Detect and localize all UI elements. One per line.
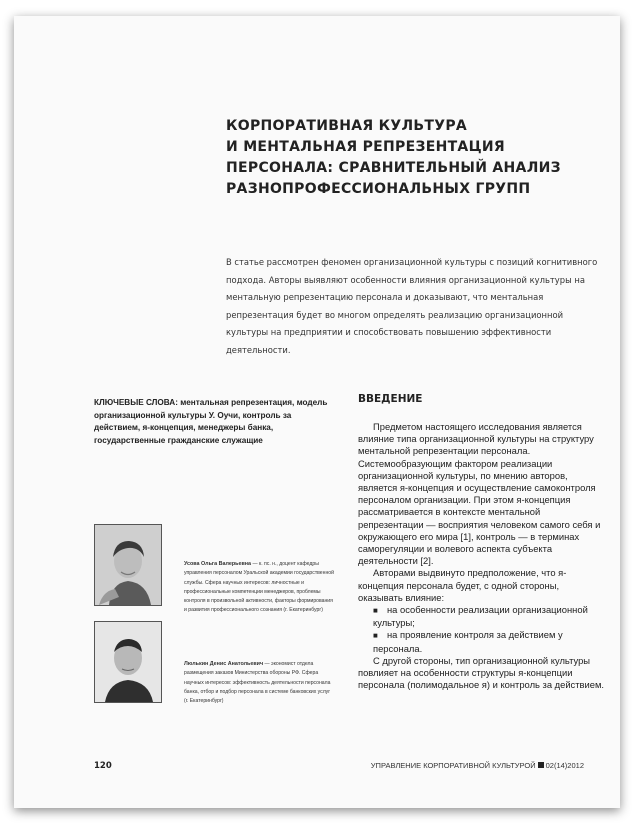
journal-page xyxy=(14,16,620,808)
bullet-text: на особенности реализации организационной культуры; xyxy=(373,604,588,629)
abstract: В статье рассмотрен феномен организационной культуры с позиций когнитивного подхода. Авторы выявляют особенности влияния организационной культуры на ментальную репрезентацию персонала и доказывают, что ментальная репрезентация будет во многом определять реализацию организационной культуры на предприятии и способствовать повышению эффективности деятельности. xyxy=(226,257,598,355)
square-bullet-icon: ■ xyxy=(373,606,378,616)
body-paragraph: С другой стороны, тип организационной культуры повлияет на особенности структуры я-концепции персонала (полимодальное я) и контроль за действием. xyxy=(358,654,605,691)
author-portrait-icon xyxy=(95,525,161,605)
title-line: И МЕНТАЛЬНАЯ РЕПРЕЗЕНТАЦИЯ xyxy=(226,139,505,155)
bullet-item xyxy=(358,604,606,629)
article-title xyxy=(226,116,586,200)
body-paragraph: Авторами выдвинуто предположение, что я-концепция персонала будет, с одной стороны, оказывать влияние: xyxy=(358,567,567,603)
author-bio xyxy=(184,560,334,616)
author-name: Люлькин Денис Анатольевич xyxy=(184,661,264,667)
journal-issue: 02(14)2012 xyxy=(545,761,584,770)
bullet-item xyxy=(358,629,606,654)
author-photo xyxy=(94,621,162,703)
square-bullet-icon: ■ xyxy=(373,631,378,641)
author-portrait-icon xyxy=(95,622,161,702)
author-photo xyxy=(94,524,162,606)
section-title: ВВЕДЕНИЕ xyxy=(358,393,423,405)
journal-footer xyxy=(371,761,584,770)
journal-name: УПРАВЛЕНИЕ КОРПОРАТИВНОЙ КУЛЬТУРОЙ xyxy=(370,761,536,770)
author-info: — к. пс. н., доцент кафедры управления персоналом Уральской академии государственной службы. Сфера научных интересов: личностные и профессиональные компетенции менеджеров, проблемы контроля в произвольной активности, факторы формирования и развития профессионального сознания (г. Екатеринбург) xyxy=(184,561,334,614)
article-body xyxy=(358,421,606,691)
body-paragraph: Предметом настоящего исследования является влияние типа организационной культуры на структуру ментальной репрезентации персонала. Системообразующим фактором реализации организационной культуры, по мнению авторов, является я-концепция и осуществление самоконтроля персоналом организации. При этом я-концепция рассматривается в контексте ментальной репрезентации — восприятия человеком самого себя и окружающего его мира [1], контроль — в терминах саморегуляции и волевого аспекта субъекта деятельности [2]. xyxy=(358,421,601,567)
author-bio xyxy=(184,660,334,706)
bullet-text: на проявление контроля за действием у персонала. xyxy=(373,629,563,654)
page-number: 120 xyxy=(94,761,112,771)
author-info: — экономист отдела размещения заказов Министерства обороны РФ. Сфера научных интересов: эффективность деятельности персонала банка, отбор и подбор персонала в системе банковских услуг (г. Екатеринбург) xyxy=(184,661,331,705)
title-line: ПЕРСОНАЛА: СРАВНИТЕЛЬНЫЙ АНАЛИЗ xyxy=(226,160,561,176)
keywords: КЛЮЧЕВЫЕ СЛОВА: ментальная репрезентация, модель организационной культуры У. Оучи, контроль за действием, я-концепция, менеджеры банка, государственные гражданские служащие xyxy=(94,398,328,445)
title-line: КОРПОРАТИВНАЯ КУЛЬТУРА xyxy=(226,118,468,134)
title-line: РАЗНОПРОФЕССИОНАЛЬНЫХ ГРУПП xyxy=(226,181,531,197)
author-name: Усова Ольга Валерьевна xyxy=(184,561,252,567)
square-separator-icon xyxy=(538,762,544,768)
